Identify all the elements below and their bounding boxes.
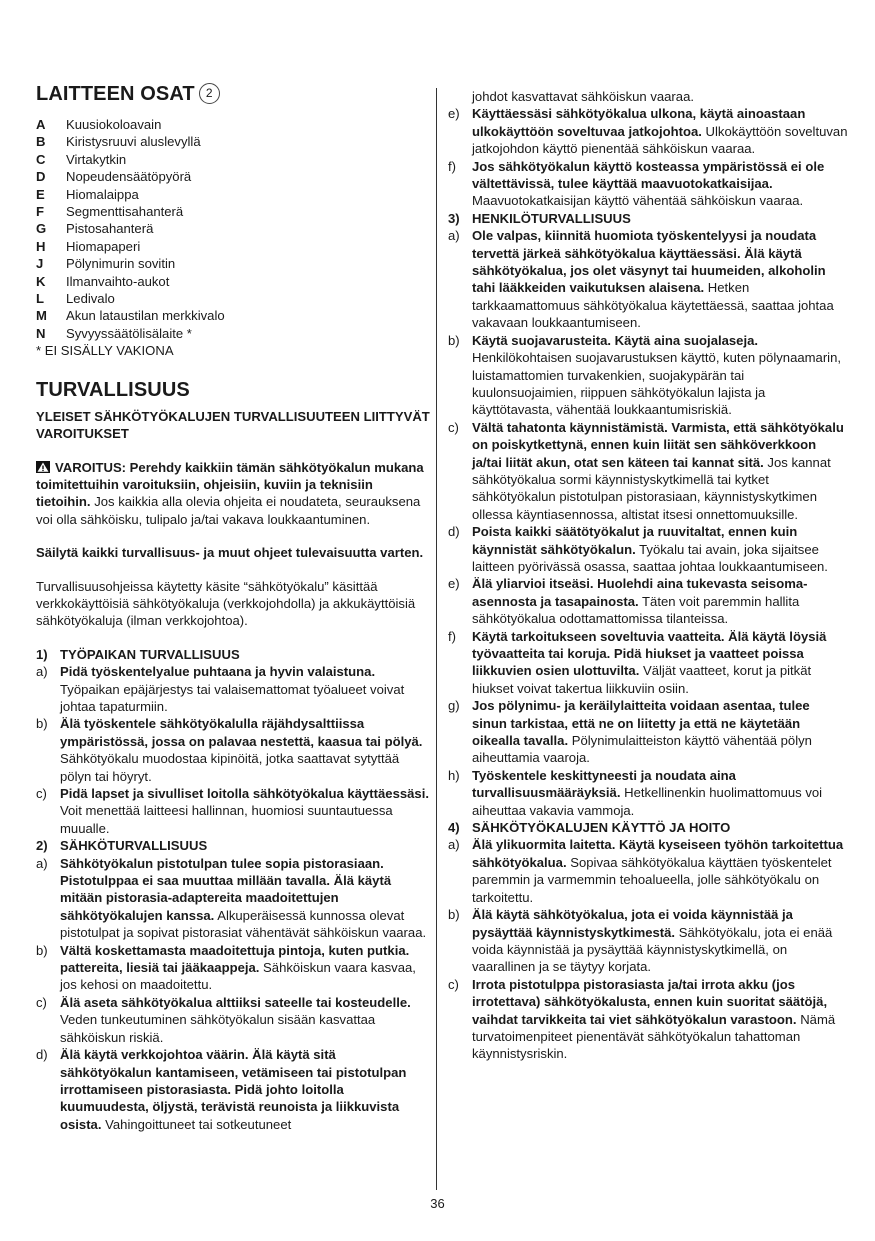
part-label: Kiristysruuvi aluslevyllä	[66, 134, 201, 150]
part-letter: E	[36, 186, 45, 202]
part-letter: G	[36, 221, 47, 237]
part-letter: D	[36, 169, 46, 185]
page-number: 36	[430, 1196, 445, 1211]
item-marker: h)	[448, 767, 460, 783]
section-number: 2)	[36, 838, 48, 854]
item-marker: a)	[36, 855, 48, 871]
part-label: Pölynimurin sovitin	[66, 256, 176, 272]
instruction-item	[36, 855, 430, 942]
item-text: Käytä tarkoitukseen soveltuvia vaatteita. Älä käytä löysiä työvaatteita tai koruja. Pidä hiukset ja vaatteet poissa liikkuvien osien ulottuvilta. Väljät vaatteet, korut ja pitkät hiukset voivat takertua liikkuviin osiin.	[472, 628, 827, 696]
sections-left	[36, 646, 430, 1133]
section-heading	[36, 837, 430, 854]
item-marker: d)	[448, 524, 460, 540]
item-marker: c)	[36, 786, 47, 801]
part-letter: H	[36, 238, 46, 254]
instruction-item	[448, 105, 848, 157]
part-label: Syvyyssäätölisälaite *	[66, 325, 192, 341]
item-text: Älä aseta sähkötyökalua alttiiksi sateelle tai kosteudelle. Veden tunkeutuminen sähkötyökalun sisään kasvattaa sähköiskun riskiä.	[60, 994, 411, 1045]
part-label: Segmenttisahanterä	[66, 204, 184, 220]
section-number: 1)	[36, 646, 48, 662]
item-continuation: johdot kasvattavat sähköiskun vaaraa.	[472, 89, 694, 104]
item-text: Pidä työskentelyalue puhtaana ja hyvin valaistuna. Työpaikan epäjärjestys tai valaisemattomat työalueet voivat johtaa tapaturmiin.	[60, 664, 405, 714]
part-label: Ilmanvaihto-aukot	[66, 273, 170, 289]
sections-right	[448, 88, 848, 1063]
part-label: Nopeudensäätöpyörä	[66, 169, 192, 185]
instruction-item	[36, 715, 430, 785]
item-text: Pidä lapset ja sivulliset loitolla sähkötyökalua käyttäessäsi. Voit menettää laitteesi hallinnan, huomiosi suuntautuessa muualle.	[60, 786, 429, 836]
part-letter: F	[36, 204, 44, 220]
item-marker: b)	[448, 332, 460, 348]
instruction-item	[448, 836, 848, 906]
part-letter: B	[36, 134, 46, 150]
instruction-item	[448, 575, 848, 627]
part-item	[36, 273, 430, 290]
item-text: Jos pölynimu- ja keräilylaitteita voidaan asentaa, tulee sinun tarkistaa, että ne on liitetty ja että ne käytetään oikealla tavalla. Pölynimulaitteiston käyttö vähentää pölyn aiheuttamia vaaroja.	[472, 698, 812, 766]
item-marker: a)	[448, 837, 460, 853]
section-title: SÄHKÖTYÖKALUJEN KÄYTTÖ JA HOITO	[472, 820, 731, 836]
part-item	[36, 220, 430, 237]
part-letter: K	[36, 273, 46, 289]
item-marker: e)	[448, 576, 460, 592]
item-text: Irrota pistotulppa pistorasiasta ja/tai irrota akku (jos irrotettava) sähkötyökalusta, ennen kuin suoritat säätöjä, vaihdat tarvikkeita tai viet sähkötyökalun varastoon. Nämä turvatoimenpiteet pienentävät sähkötyökalun tahattoman käynnistysriskin.	[472, 976, 836, 1062]
item-marker: d)	[36, 1047, 48, 1063]
part-letter: M	[36, 308, 47, 324]
parts-note: * EI SISÄLLY VAKIONA	[36, 343, 174, 359]
right-column	[448, 88, 848, 1063]
part-item	[36, 255, 430, 272]
item-marker: f)	[448, 628, 456, 644]
instruction-item	[448, 697, 848, 767]
section-heading	[448, 819, 848, 836]
parts-list	[36, 116, 430, 342]
item-marker: c)	[36, 994, 47, 1010]
item-text: Sähkötyökalun pistotulpan tulee sopia pistorasiaan. Pistotulppaa ei saa muuttaa millään tavalla. Älä käytä mitään pistorasia-adaptereita maadoitettujen sähkötyökalujen kanssa. Alkuperäisessä kunnossa olevat pistotulpat ja sopivat pistorasiat vähentävät sähköiskun vaaraa.	[60, 855, 427, 941]
left-column	[36, 82, 430, 1133]
item-marker: c)	[448, 976, 459, 992]
section-title: HENKILÖTURVALLISUUS	[472, 210, 631, 226]
item-marker: b)	[36, 716, 48, 732]
part-item	[36, 116, 430, 133]
section-number: 4)	[448, 820, 460, 836]
part-label: Hiomapaperi	[66, 238, 141, 254]
instruction-item	[448, 227, 848, 331]
item-marker: g)	[448, 698, 460, 714]
part-item	[36, 186, 430, 203]
item-marker: a)	[36, 664, 48, 680]
instruction-item	[448, 158, 848, 210]
item-text: Älä yliarvioi itseäsi. Huolehdi aina tukevasta seisoma-asennosta ja tasapainosta. Täten voit paremmin hallita sähkötyökalua odottamattomissa tilanteissa.	[472, 576, 808, 627]
instruction-item	[36, 663, 430, 715]
instruction-item	[448, 628, 848, 698]
item-marker: e)	[448, 106, 460, 122]
figure-ref: 2	[199, 83, 220, 104]
warning-icon	[36, 461, 50, 473]
part-label: Pistosahanterä	[66, 221, 154, 237]
section-number: 3)	[448, 210, 460, 226]
item-text: Jos sähkötyökalun käyttö kosteassa ympäristössä ei ole vältettävissä, tulee käyttää maavuotokatkaisijaa. Maavuotokatkaisijan käyttö vähentää sähköiskun vaaraa.	[472, 158, 825, 209]
part-letter: N	[36, 325, 46, 341]
item-text: Työskentele keskittyneesti ja noudata aina turvallisuusmääräyksiä. Hetkellinenkin huolimattomuus voi aiheuttaa vakavia vammoja.	[472, 767, 823, 818]
part-item	[36, 238, 430, 255]
instruction-item	[36, 1046, 430, 1133]
keep-instructions: Säilytä kaikki turvallisuus- ja muut ohjeet tulevaisuutta varten.	[36, 545, 424, 561]
part-label: Ledivalo	[66, 291, 115, 307]
parts-heading: LAITTEEN OSAT 2	[36, 82, 430, 106]
part-label: Akun lataustilan merkkivalo	[66, 308, 225, 324]
item-marker: a)	[448, 228, 460, 244]
part-letter: L	[36, 291, 44, 307]
item-text: Älä käytä verkkojohtoa väärin. Älä käytä sitä sähkötyökalun kantamiseen, vetämiseen tai pistotulpan irrottamiseen pistorasiasta. Pidä johto loitolla kuumuudesta, öljystä, terävistä reunoista ja liikkuvista osista. Vahingoittuneet tai sotkeutuneet	[60, 1047, 407, 1132]
part-label: Virtakytkin	[66, 151, 127, 167]
section-title: TYÖPAIKAN TURVALLISUUS	[60, 646, 240, 662]
item-text: Poista kaikki säätötyökalut ja ruuvitaltat, ennen kuin käynnistät sähkötyökalun. Työkalu tai avain, joka sijaitsee laitteen pyörivässä osassa, saattaa johtaa loukkaantumiseen.	[472, 524, 828, 574]
part-item	[36, 133, 430, 150]
safety-subtitle: YLEISET SÄHKÖTYÖKALUJEN TURVALLISUUTEEN LIITTYVÄT VAROITUKSET	[36, 408, 430, 442]
instruction-item	[448, 419, 848, 523]
instruction-item	[448, 906, 848, 976]
part-letter: J	[36, 256, 44, 272]
instruction-item	[448, 523, 848, 575]
column-divider	[436, 88, 437, 1190]
part-label: Hiomalaippa	[66, 186, 139, 202]
item-text: Vältä tahatonta käynnistämistä. Varmista, että sähkötyökalu on poiskytkettynä, ennen kuin liität sen sähköverkkoon ja/tai liität akun, otat sen käteen tai kannat sitä. Jos kannat sähkötyökalua sormi käynnistyskytkimellä tai kytket sähkötyökalun pistotulpan pistorasiaan, käynnistyskytkimen ollessa käyntiasennossa, altistat itsesi onnettomuuksille.	[472, 419, 844, 522]
definition-paragraph: Turvallisuusohjeissa käytetty käsite “sähkötyökalu” käsittää verkkokäyttöisiä sähkötyökaluja (verkkojohdolla) ja akkukäyttöisiä sähkötyökaluja (ilman verkkojohtoa).	[36, 578, 416, 629]
item-marker: b)	[36, 942, 48, 958]
part-item	[36, 151, 430, 168]
item-text: Käyttäessäsi sähkötyökalua ulkona, käytä ainoastaan ulkokäyttöön soveltuvaa jatkojohtoa. Ulkokäyttöön soveltuvan jatkojohdon käyttö pienentää sähköiskun vaaraa.	[472, 106, 848, 157]
instruction-item	[448, 332, 848, 419]
section-title: SÄHKÖTURVALLISUUS	[60, 838, 208, 854]
item-marker: f)	[448, 158, 456, 174]
item-text: Älä työskentele sähkötyökalulla räjähdysalttiissa ympäristössä, jossa on palavaa nestettä, kaasua tai pölyä. Sähkötyökalu muodostaa kipinöitä, jotka saattavat sytyttää pölyn tai höyryt.	[60, 716, 423, 784]
part-letter: A	[36, 117, 46, 132]
item-text: Vältä koskettamasta maadoitettuja pintoja, kuten putkia. pattereita, liesiä tai jääkaappeja. Sähköiskun vaara kasvaa, jos kehosi on maadoitettu.	[60, 942, 416, 993]
part-letter: C	[36, 151, 46, 167]
instruction-item	[36, 942, 430, 994]
warning-paragraph: VAROITUS: Perehdy kaikkiin tämän sähkötyökalun mukana toimitettuihin varoituksiin, ohjeisiin, kuviin ja teknisiin tietoihin. Jos kaikkia alla olevia ohjeita ei noudateta, seurauksena voi olla sähköisku, tulipalo ja/tai vakava loukkaantuminen.	[36, 459, 424, 527]
instruction-item	[448, 976, 848, 1063]
instruction-item	[448, 767, 848, 819]
part-item	[36, 307, 430, 324]
instruction-item	[36, 994, 430, 1046]
item-marker: b)	[448, 907, 460, 923]
item-text: Älä käytä sähkötyökalua, jota ei voida käynnistää ja pysäyttää käynnistyskytkimestä. Sähkötyökalu, jota ei enää voida käynnistää ja pysäyttää käynnistyskytkimellä, on vaarallinen ja se täytyy korjata.	[472, 907, 833, 975]
item-text: Käytä suojavarusteita. Käytä aina suojalaseja. Henkilökohtaisen suojavarustuksen käyttö, kuten pölynaamarin, luistamattomien turvakenkien, suojakypärän tai kuulonsuojaimien, riippuen sähkötyökalun lajista ja käyttötavasta, vähentää loukkaantumisriskiä.	[472, 332, 842, 418]
safety-heading: TURVALLISUUS	[36, 378, 190, 401]
section-heading	[36, 646, 430, 663]
part-label: Kuusiokoloavain	[66, 117, 162, 132]
part-item	[36, 168, 430, 185]
part-item	[36, 325, 430, 342]
item-marker: c)	[448, 419, 459, 435]
item-text: Ole valpas, kiinnitä huomiota työskentelyysi ja noudata tervettä järkeä sähkötyökalua käyttäessäsi. Älä käytä sähkötyökalua, jos olet väsynyt tai huumeiden, alkoholin tahi lääkkeiden vaikutuksen alaisena. Hetken tarkkaamattomuus sähkötyökalua käytettäessä, saattaa johtaa vakavaan loukkaantumiseen.	[472, 228, 834, 331]
instruction-item	[36, 785, 430, 837]
section-heading	[448, 210, 848, 227]
item-text: Älä ylikuormita laitetta. Käytä kyseiseen työhön tarkoitettua sähkötyökalua. Sopivaa sähkötyökalua käyttäen työskentelet paremmin ja varmemmin tehoalueella, jolle sähkötyökalu on tarkoitettu.	[472, 837, 844, 905]
part-item	[36, 290, 430, 307]
part-item	[36, 203, 430, 220]
